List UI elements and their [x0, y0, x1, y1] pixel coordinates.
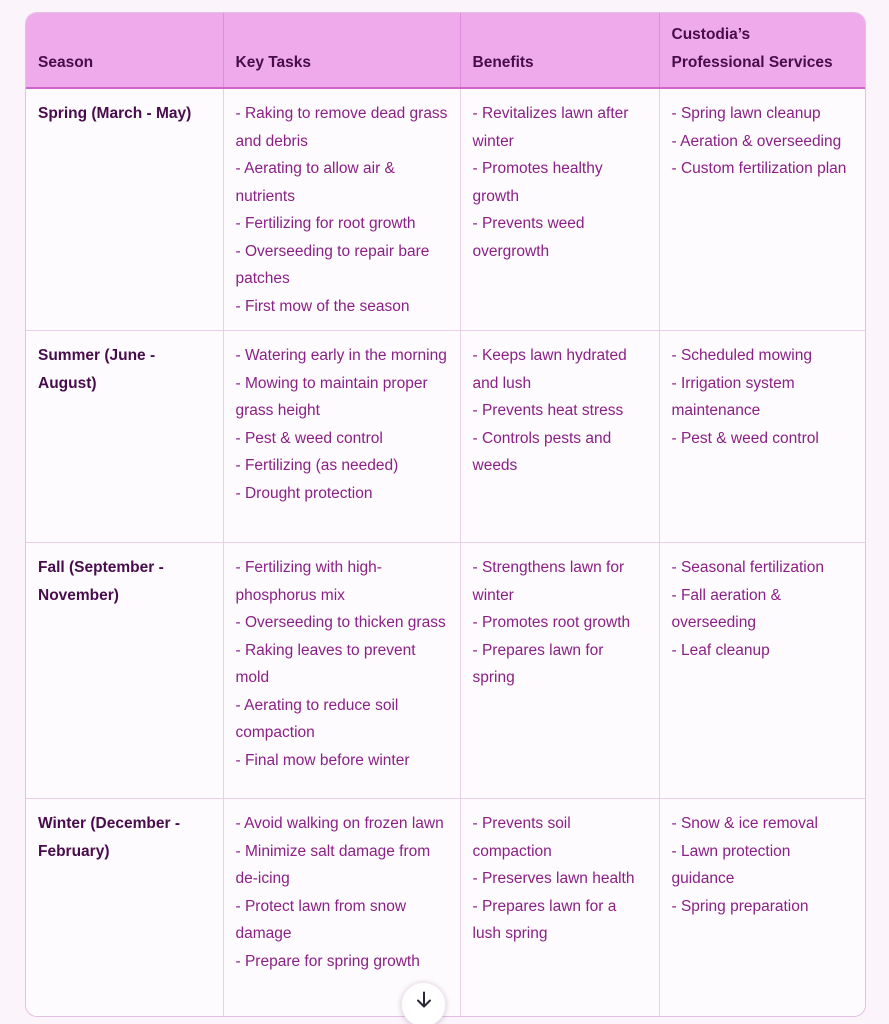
table-header [26, 13, 866, 88]
table-row [26, 543, 866, 799]
bullet-line: - Scheduled mowing [671, 347, 812, 364]
table-row [26, 331, 866, 543]
bullet-line: - Watering early in the morning [235, 347, 447, 364]
bullet-line: - Promotes root growth [472, 614, 631, 631]
tasks-cell [223, 331, 460, 543]
bullet-line: - Prevents weed overgrowth [472, 215, 585, 260]
header-season-label: Season [38, 53, 94, 71]
bullet-line: - Drought protection [235, 484, 373, 502]
header-key-tasks [223, 13, 460, 88]
bullet-line: - Fall aeration & overseeding [671, 586, 781, 631]
bullet-line: - First mow of the season [235, 297, 410, 315]
table-body [26, 88, 866, 1016]
header-services-label: Custodia’s Professional Services [671, 26, 833, 71]
bullet-line: - Controls pests and weeds [472, 429, 612, 474]
tasks-cell [223, 543, 460, 799]
bullet-line: - Aeration & overseeding [671, 132, 842, 150]
bullet-line: - Seasonal fertilization [671, 559, 824, 576]
season-cell: Spring (March - May) [26, 88, 223, 331]
header-benefits [460, 13, 659, 88]
bullet-line: - Mowing to maintain proper grass height [235, 374, 428, 419]
table-row [26, 88, 866, 331]
bullet-line: - Overseeding to thicken grass [235, 614, 446, 631]
header-benefits-label: Benefits [472, 53, 534, 71]
bullet-line: - Prepares lawn for spring [472, 641, 604, 686]
bullet-line: - Avoid walking on frozen lawn [235, 815, 444, 832]
bullet-line: - Fertilizing with high-phosphorus mix [235, 559, 382, 604]
season-cell: Winter (December - February) [26, 799, 223, 1016]
services-cell [659, 331, 866, 543]
bullet-line: - Prepares lawn for a lush spring [472, 897, 617, 942]
services-cell [659, 799, 866, 1016]
bullet-line: - Fertilizing for root growth [235, 215, 416, 232]
bullet-line: - Pest & weed control [671, 429, 819, 447]
bullet-line: - Irrigation system maintenance [671, 374, 795, 419]
tasks-cell [223, 88, 460, 331]
bullet-line: - Minimize salt damage from de-icing [235, 842, 431, 887]
header-season [26, 13, 223, 88]
header-row [26, 13, 866, 88]
bullet-line: - Prevents soil compaction [472, 815, 571, 860]
benefits-cell [460, 331, 659, 543]
bullet-line: - Snow & ice removal [671, 815, 818, 832]
bullet-line: - Pest & weed control [235, 429, 383, 447]
services-cell [659, 543, 866, 799]
bullet-line: - Revitalizes lawn after winter [472, 105, 629, 150]
season-cell: Summer (June - August) [26, 331, 223, 543]
bullet-line: - Promotes healthy growth [472, 160, 603, 205]
bullet-line: - Strengthens lawn for winter [472, 559, 625, 604]
bullet-line: - Custom fertilization plan [671, 160, 847, 177]
bullet-line: - Prepare for spring growth [235, 952, 420, 970]
benefits-cell [460, 88, 659, 331]
bullet-line: - Raking to remove dead grass and debris [235, 105, 448, 150]
bullet-line: - Final mow before winter [235, 751, 410, 769]
season-cell: Fall (September - November) [26, 543, 223, 799]
bullet-line: - Raking leaves to prevent mold [235, 641, 416, 686]
bullet-line: - Protect lawn from snow damage [235, 897, 407, 942]
bullet-line: - Lawn protection guidance [671, 842, 791, 887]
bullet-line: - Aerating to reduce soil compaction [235, 696, 399, 741]
bullet-line: - Leaf cleanup [671, 641, 770, 659]
table-row [26, 799, 866, 1016]
bullet-line: - Preserves lawn health [472, 870, 635, 887]
seasonal-lawn-care-table [25, 12, 866, 1017]
season-table [26, 13, 866, 1016]
header-services [659, 13, 866, 88]
bullet-line: - Keeps lawn hydrated and lush [472, 347, 627, 392]
benefits-cell [460, 799, 659, 1016]
bullet-line: - Aerating to allow air & nutrients [235, 160, 395, 205]
header-key-tasks-label: Key Tasks [235, 53, 312, 71]
bullet-line: - Spring preparation [671, 897, 809, 915]
bullet-line: - Overseeding to repair bare patches [235, 242, 430, 287]
arrow-down-icon [413, 989, 435, 1011]
scroll-down-button[interactable] [401, 982, 446, 1024]
bullet-line: - Prevents heat stress [472, 402, 624, 419]
bullet-line: - Fertilizing (as needed) [235, 457, 399, 474]
services-cell [659, 88, 866, 331]
bullet-line: - Spring lawn cleanup [671, 105, 821, 122]
benefits-cell [460, 543, 659, 799]
